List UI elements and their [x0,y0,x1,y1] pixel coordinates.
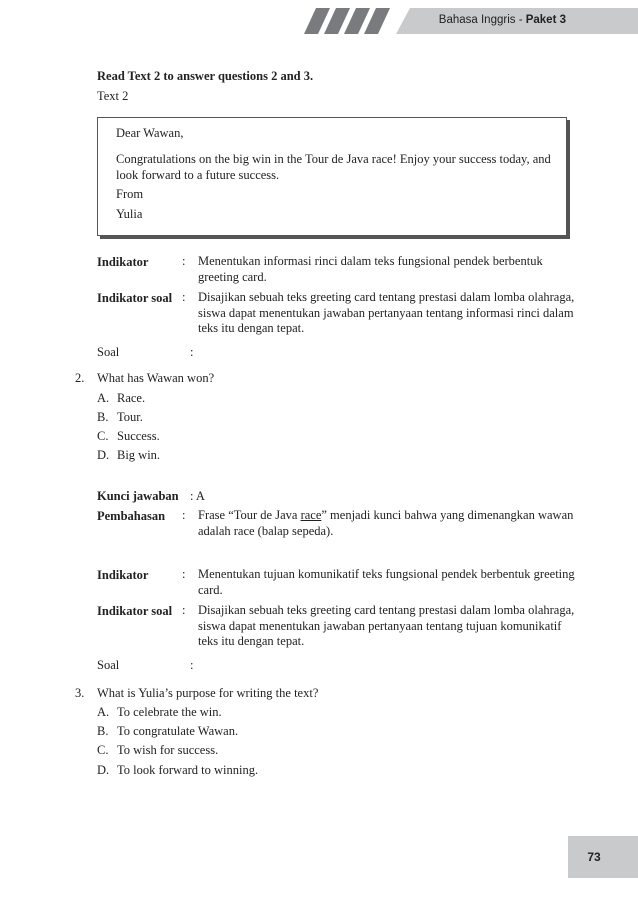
pembahasan-keyword: race [300,508,322,522]
q3-number: 3. [75,686,85,700]
q3-soal-colon: : [190,658,194,672]
letter-sender: Yulia [116,207,143,221]
q2-option-a: A. Race. [97,391,146,405]
q3-option-b: B. To congratulate Wawan. [97,724,239,738]
q2-indikator-soal-value: : Disajikan sebuah teks greeting card tentang prestasi dalam lomba olahraga, siswa dapat menentukan jawaban pertanyaan tentang informasi rinci dalam teks itu dengan tepat. [182,290,575,335]
header-title: Bahasa Inggris - Paket 3 [438,14,566,26]
q2-indikator-value: : Menentukan informasi rinci dalam teks fungsional pendek berbentuk greeting card. [182,254,543,284]
q2-indikator-label: Indikator [97,255,149,269]
q2-option-d: D. Big win. [97,448,161,462]
letter-body-line-1: Congratulations on the big win in the Tour de Java race! Enjoy your success today, and [116,152,551,166]
q2-question: What has Wawan won? [97,371,215,385]
q2-number: 2. [75,371,85,385]
greeting-card-box [97,117,567,236]
q3-indikator-value: : Menentukan tujuan komunikatif teks fungsional pendek berbentuk greeting card. [182,567,575,597]
letter-from: From [116,187,144,201]
q3-option-c: C. To wish for success. [97,743,219,757]
text-label: Text 2 [97,89,129,103]
pembahasan-label: Pembahasan [97,509,166,523]
letter-greeting: Dear Wawan, [116,126,184,140]
page-number: 73 [587,850,601,864]
q2-soal-colon: : [190,345,194,359]
header-stripes-decoration [300,8,410,34]
q3-indikator-soal-value: : Disajikan sebuah teks greeting card tentang prestasi dalam lomba olahraga, siswa dapat menentukan jawaban pertanyaan tentang tujuan komunikatif teks itu dengan tepat. [182,603,575,648]
kunci-label: Kunci jawaban [97,489,179,503]
q2-soal-label: Soal [97,345,120,359]
q2-option-b: B. Tour. [97,410,143,424]
q3-option-d: D. To look forward to winning. [97,763,259,777]
q3-indikator-soal-label: Indikator soal [97,604,173,618]
letter-body-line-2: look forward to a future success. [116,168,280,182]
page-number-box [568,836,638,878]
q2-indikator-soal-label: Indikator soal [97,291,173,305]
q3-indikator-label: Indikator [97,568,149,582]
pembahasan-value: : Frase “Tour de Java race” menjadi kunci bahwa yang dimenangkan wawan adalah race (balap sepeda). [182,508,574,538]
instruction: Read Text 2 to answer questions 2 and 3. [97,69,314,83]
q3-option-a: A. To celebrate the win. [97,705,222,719]
q3-soal-label: Soal [97,658,120,672]
kunci-value: : A [190,489,205,503]
q3-question: What is Yulia’s purpose for writing the text? [97,686,319,700]
q2-option-c: C. Success. [97,429,160,443]
